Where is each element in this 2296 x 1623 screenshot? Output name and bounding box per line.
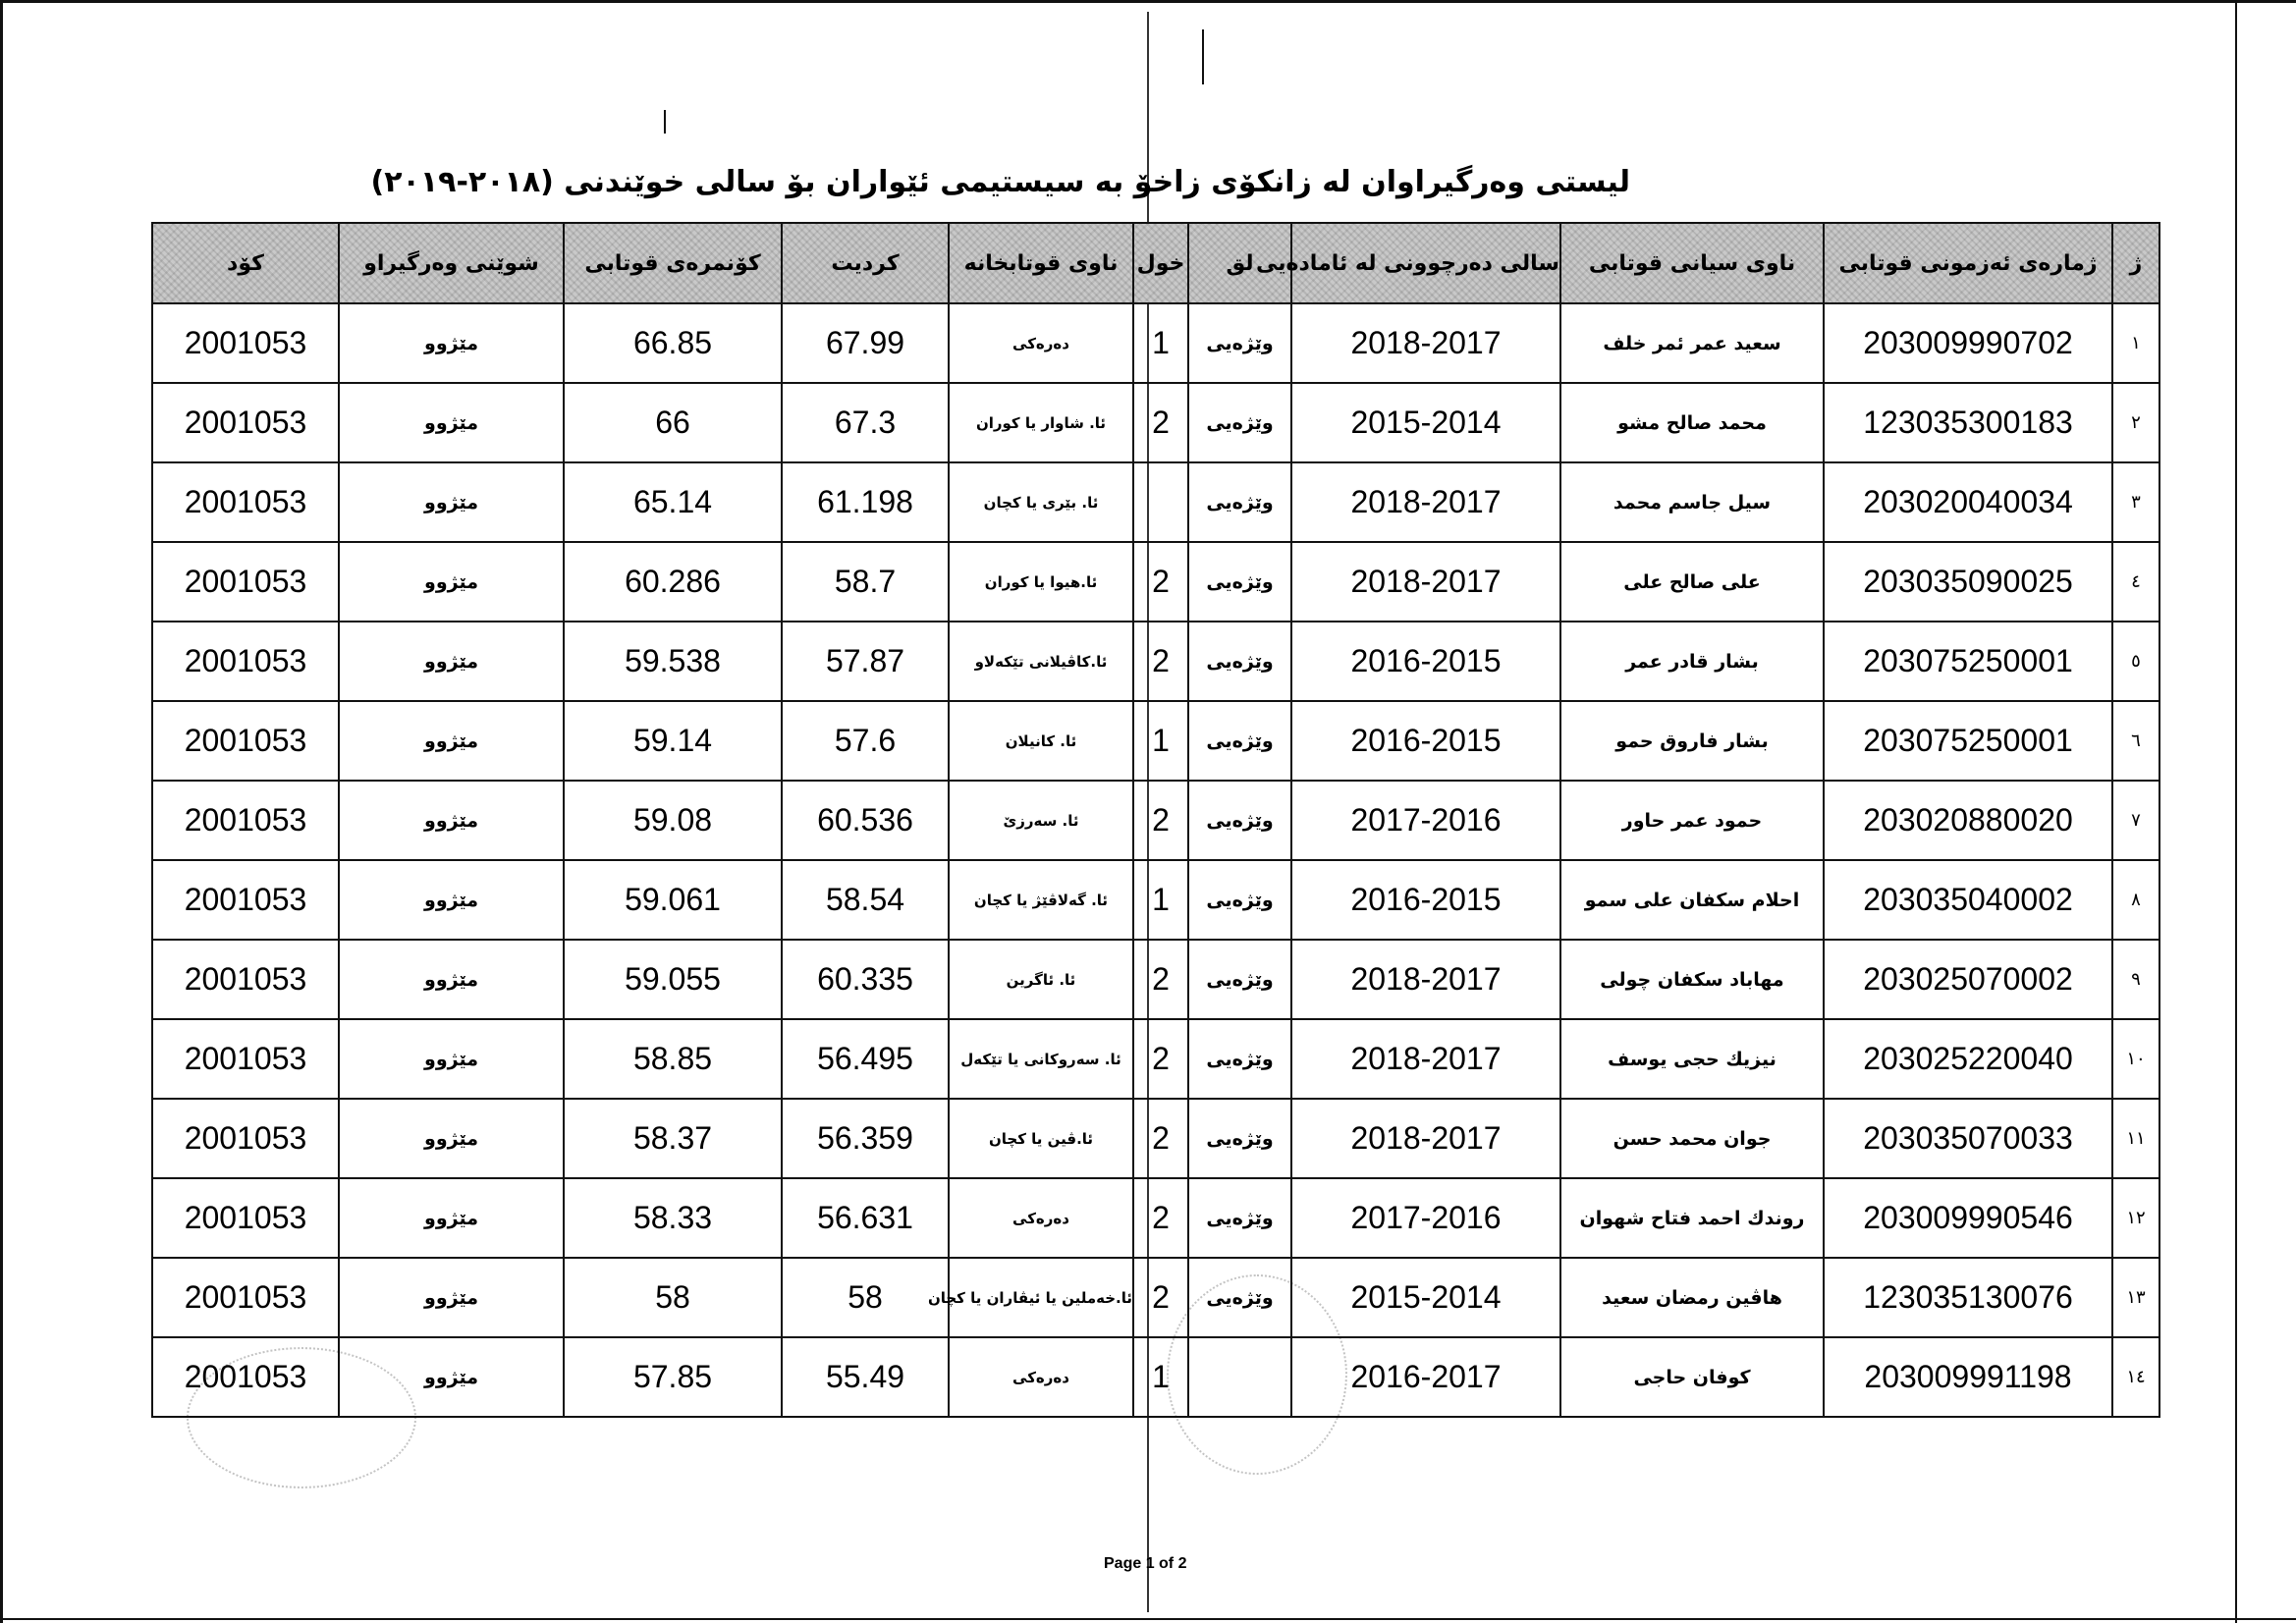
cell-round: 2 — [1133, 1258, 1188, 1337]
cell-admitted-department: مێژوو — [339, 383, 564, 462]
cell-admitted-department: مێژوو — [339, 303, 564, 383]
page-footer: Page 1 of 2 — [1104, 1555, 1187, 1572]
cell-score: 59.061 — [564, 860, 782, 940]
cell-branch: وێژەیی — [1188, 1258, 1291, 1337]
cell-score: 59.055 — [564, 940, 782, 1019]
table-row — [152, 701, 2159, 781]
cell-admitted-department: مێژوو — [339, 1258, 564, 1337]
cell-row-number: ٢ — [2112, 383, 2159, 462]
cell-student-name: حمود عمر حاور — [1560, 781, 1824, 860]
header-exam-number: ژمارەی ئەزمونی قوتابی — [1824, 223, 2112, 303]
cell-credit: 57.6 — [782, 701, 949, 781]
table-row — [152, 940, 2159, 1019]
scan-border-bottom — [0, 1618, 2296, 1620]
cell-round: 2 — [1133, 940, 1188, 1019]
table-row — [152, 1019, 2159, 1099]
admissions-table — [151, 222, 2160, 1418]
header-round: خول — [1133, 223, 1188, 303]
cell-student-name: کوفان حاجی — [1560, 1337, 1824, 1417]
cell-student-name: جوان محمد حسن — [1560, 1099, 1824, 1178]
cell-student-name: سعید عمر ئمر خلف — [1560, 303, 1824, 383]
cell-score: 59.538 — [564, 622, 782, 701]
cell-code: 2001053 — [152, 1258, 339, 1337]
cell-exam-number: 203009990702 — [1824, 303, 2112, 383]
cell-score: 58.85 — [564, 1019, 782, 1099]
cell-admitted-department: مێژوو — [339, 701, 564, 781]
table-row — [152, 462, 2159, 542]
cell-exam-number: 203035040002 — [1824, 860, 2112, 940]
cell-round: 1 — [1133, 860, 1188, 940]
scan-mark — [664, 110, 666, 134]
cell-school: ئا.هیوا یا کوران — [949, 542, 1133, 622]
cell-exam-number: 203035090025 — [1824, 542, 2112, 622]
cell-student-name: محمد صالح مشو — [1560, 383, 1824, 462]
cell-admitted-department: مێژوو — [339, 542, 564, 622]
cell-admitted-department: مێژوو — [339, 940, 564, 1019]
table-row — [152, 383, 2159, 462]
cell-score: 60.286 — [564, 542, 782, 622]
cell-admitted-department: مێژوو — [339, 622, 564, 701]
cell-credit: 55.49 — [782, 1337, 949, 1417]
cell-branch: وێژەیی — [1188, 940, 1291, 1019]
cell-round: 2 — [1133, 542, 1188, 622]
cell-graduation-year: 2018-2017 — [1291, 940, 1560, 1019]
table-row — [152, 781, 2159, 860]
cell-code: 2001053 — [152, 1337, 339, 1417]
cell-graduation-year: 2017-2016 — [1291, 781, 1560, 860]
cell-exam-number: 203075250001 — [1824, 622, 2112, 701]
cell-exam-number: 203075250001 — [1824, 701, 2112, 781]
header-row-number: ژ — [2112, 223, 2159, 303]
cell-row-number: ١٣ — [2112, 1258, 2159, 1337]
cell-graduation-year: 2018-2017 — [1291, 542, 1560, 622]
cell-branch: وێژەیی — [1188, 462, 1291, 542]
cell-branch: وێژەیی — [1188, 542, 1291, 622]
cell-row-number: ١١ — [2112, 1099, 2159, 1178]
cell-score: 65.14 — [564, 462, 782, 542]
cell-graduation-year: 2017-2016 — [1291, 1178, 1560, 1258]
cell-student-name: احلام سکفان علی سمو — [1560, 860, 1824, 940]
cell-exam-number: 203009990546 — [1824, 1178, 2112, 1258]
cell-row-number: ٨ — [2112, 860, 2159, 940]
cell-code: 2001053 — [152, 622, 339, 701]
cell-branch: وێژەیی — [1188, 622, 1291, 701]
cell-credit: 60.335 — [782, 940, 949, 1019]
cell-school: ئا.خەملین یا ئیڤاران یا کچان — [949, 1258, 1133, 1337]
cell-round — [1133, 462, 1188, 542]
cell-graduation-year: 2016-2015 — [1291, 701, 1560, 781]
cell-student-name: روندك احمد فتاح شهوان — [1560, 1178, 1824, 1258]
cell-student-name: بشار فاروق حمو — [1560, 701, 1824, 781]
cell-round: 2 — [1133, 781, 1188, 860]
cell-round: 2 — [1133, 1019, 1188, 1099]
cell-code: 2001053 — [152, 303, 339, 383]
scan-border-left — [0, 0, 3, 1623]
cell-exam-number: 203025070002 — [1824, 940, 2112, 1019]
cell-admitted-department: مێژوو — [339, 781, 564, 860]
scan-border-right — [2235, 0, 2237, 1623]
cell-credit: 56.495 — [782, 1019, 949, 1099]
header-code: کۆد — [152, 223, 339, 303]
cell-row-number: ٧ — [2112, 781, 2159, 860]
cell-code: 2001053 — [152, 383, 339, 462]
cell-school: ئا.کاڤیلانی تێکەلاو — [949, 622, 1133, 701]
cell-score: 57.85 — [564, 1337, 782, 1417]
cell-row-number: ١٤ — [2112, 1337, 2159, 1417]
cell-exam-number: 203035070033 — [1824, 1099, 2112, 1178]
cell-round: 2 — [1133, 383, 1188, 462]
header-student-name: ناوی سیانی قوتابی — [1560, 223, 1824, 303]
cell-graduation-year: 2018-2017 — [1291, 303, 1560, 383]
cell-branch: وێژەیی — [1188, 701, 1291, 781]
cell-branch: وێژەیی — [1188, 303, 1291, 383]
cell-code: 2001053 — [152, 462, 339, 542]
table-row — [152, 303, 2159, 383]
cell-code: 2001053 — [152, 860, 339, 940]
cell-school: ئا. سەروکانی یا تێکەل — [949, 1019, 1133, 1099]
cell-school: ئا.ڤین یا کچان — [949, 1099, 1133, 1178]
scan-mark — [1202, 29, 1204, 84]
cell-credit: 56.359 — [782, 1099, 949, 1178]
cell-school: دەرەکی — [949, 1178, 1133, 1258]
table-row — [152, 622, 2159, 701]
cell-score: 59.14 — [564, 701, 782, 781]
cell-student-name: بشار قادر عمر — [1560, 622, 1824, 701]
cell-branch: وێژەیی — [1188, 860, 1291, 940]
header-school: ناوی قوتابخانە — [949, 223, 1133, 303]
cell-code: 2001053 — [152, 542, 339, 622]
cell-branch: وێژەیی — [1188, 1178, 1291, 1258]
cell-admitted-department: مێژوو — [339, 1099, 564, 1178]
cell-branch: وێژەیی — [1188, 383, 1291, 462]
cell-exam-number: 123035130076 — [1824, 1258, 2112, 1337]
cell-graduation-year: 2018-2017 — [1291, 462, 1560, 542]
scan-border-top — [0, 0, 2296, 3]
cell-graduation-year: 2018-2017 — [1291, 1019, 1560, 1099]
table-row — [152, 542, 2159, 622]
cell-graduation-year: 2015-2014 — [1291, 1258, 1560, 1337]
cell-row-number: ٤ — [2112, 542, 2159, 622]
cell-graduation-year: 2018-2017 — [1291, 1099, 1560, 1178]
header-graduation-year: سالی دەرچوونی لە ئامادەیی — [1291, 223, 1560, 303]
cell-graduation-year: 2016-2015 — [1291, 860, 1560, 940]
cell-row-number: ٥ — [2112, 622, 2159, 701]
cell-code: 2001053 — [152, 940, 339, 1019]
header-credit: کردیت — [782, 223, 949, 303]
cell-row-number: ١ — [2112, 303, 2159, 383]
cell-exam-number: 203025220040 — [1824, 1019, 2112, 1099]
cell-admitted-department: مێژوو — [339, 1019, 564, 1099]
cell-code: 2001053 — [152, 701, 339, 781]
cell-graduation-year: 2015-2014 — [1291, 383, 1560, 462]
cell-code: 2001053 — [152, 781, 339, 860]
cell-credit: 60.536 — [782, 781, 949, 860]
cell-student-name: نیزیك حجی یوسف — [1560, 1019, 1824, 1099]
table-row — [152, 1099, 2159, 1178]
cell-school: دەرەکی — [949, 1337, 1133, 1417]
cell-student-name: سیل جاسم محمد — [1560, 462, 1824, 542]
cell-school: ئا. بێری یا کچان — [949, 462, 1133, 542]
cell-round: 1 — [1133, 303, 1188, 383]
cell-score: 66 — [564, 383, 782, 462]
cell-credit: 58.54 — [782, 860, 949, 940]
cell-round: 2 — [1133, 1178, 1188, 1258]
cell-score: 58.33 — [564, 1178, 782, 1258]
cell-score: 58.37 — [564, 1099, 782, 1178]
cell-row-number: ٣ — [2112, 462, 2159, 542]
table-row — [152, 1178, 2159, 1258]
cell-admitted-department: مێژوو — [339, 1337, 564, 1417]
cell-exam-number: 203009991198 — [1824, 1337, 2112, 1417]
cell-credit: 56.631 — [782, 1178, 949, 1258]
cell-code: 2001053 — [152, 1178, 339, 1258]
cell-exam-number: 123035300183 — [1824, 383, 2112, 462]
table-row — [152, 1337, 2159, 1417]
cell-credit: 67.3 — [782, 383, 949, 462]
cell-score: 59.08 — [564, 781, 782, 860]
cell-code: 2001053 — [152, 1019, 339, 1099]
cell-row-number: ١٢ — [2112, 1178, 2159, 1258]
table-header-row — [152, 223, 2159, 303]
cell-school: ئا. سەرزێ — [949, 781, 1133, 860]
cell-exam-number: 203020040034 — [1824, 462, 2112, 542]
cell-code: 2001053 — [152, 1099, 339, 1178]
cell-school: دەرەکی — [949, 303, 1133, 383]
cell-credit: 61.198 — [782, 462, 949, 542]
cell-admitted-department: مێژوو — [339, 1178, 564, 1258]
cell-school: ئا. گەلاڤێژ یا کچان — [949, 860, 1133, 940]
table-row — [152, 860, 2159, 940]
cell-round: 1 — [1133, 701, 1188, 781]
cell-credit: 58.7 — [782, 542, 949, 622]
cell-branch — [1188, 1337, 1291, 1417]
cell-credit: 58 — [782, 1258, 949, 1337]
cell-branch: وێژەیی — [1188, 781, 1291, 860]
cell-credit: 57.87 — [782, 622, 949, 701]
cell-school: ئا. شاوار یا کوران — [949, 383, 1133, 462]
cell-graduation-year: 2016-2017 — [1291, 1337, 1560, 1417]
cell-admitted-department: مێژوو — [339, 860, 564, 940]
header-score: کۆنمرەی قوتابی — [564, 223, 782, 303]
cell-row-number: ٩ — [2112, 940, 2159, 1019]
cell-student-name: علی صالح علی — [1560, 542, 1824, 622]
cell-score: 58 — [564, 1258, 782, 1337]
cell-branch: وێژەیی — [1188, 1019, 1291, 1099]
header-admitted-department: شوێنی وەرگیراو — [339, 223, 564, 303]
cell-row-number: ١٠ — [2112, 1019, 2159, 1099]
cell-student-name: هاڤین رمضان سعید — [1560, 1258, 1824, 1337]
cell-round: 2 — [1133, 1099, 1188, 1178]
cell-student-name: مهاباد سکفان چولی — [1560, 940, 1824, 1019]
cell-graduation-year: 2016-2015 — [1291, 622, 1560, 701]
table-row — [152, 1258, 2159, 1337]
cell-branch: وێژەیی — [1188, 1099, 1291, 1178]
cell-credit: 67.99 — [782, 303, 949, 383]
header-branch: لق — [1188, 223, 1291, 303]
cell-admitted-department: مێژوو — [339, 462, 564, 542]
document-title: لیستی وەرگیراوان لە زانکۆی زاخۆ بە سیستیمی ئێواران بۆ سالی خوێندنی (٢٠١٨-٢٠١٩) — [370, 165, 1630, 199]
cell-row-number: ٦ — [2112, 701, 2159, 781]
cell-score: 66.85 — [564, 303, 782, 383]
cell-exam-number: 203020880020 — [1824, 781, 2112, 860]
cell-round: 1 — [1133, 1337, 1188, 1417]
cell-school: ئا. کانیلان — [949, 701, 1133, 781]
cell-round: 2 — [1133, 622, 1188, 701]
cell-school: ئا. ئاگرین — [949, 940, 1133, 1019]
